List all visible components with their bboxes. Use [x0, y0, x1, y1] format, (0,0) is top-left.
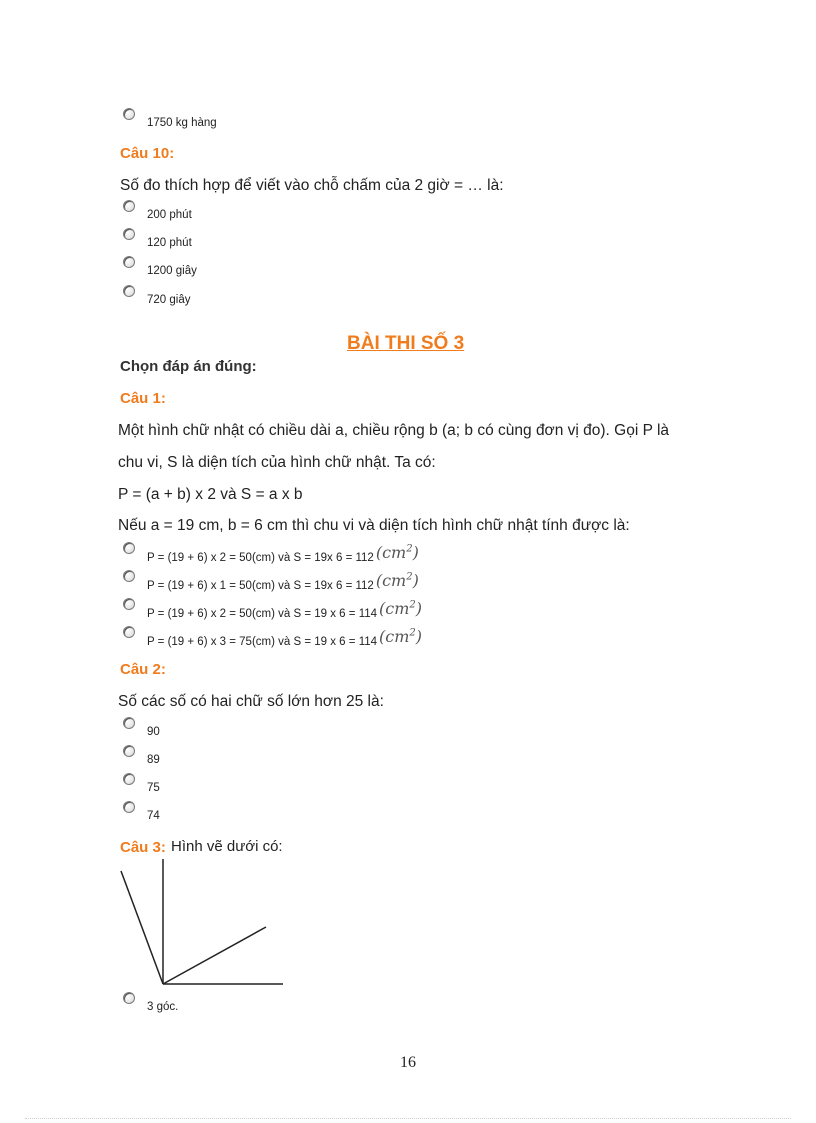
figure-ray-left	[121, 871, 163, 984]
angles-figure	[115, 855, 290, 995]
s3q2-option-1-label: 90	[147, 726, 160, 738]
cm2-unit: $(cm^2)$	[375, 543, 419, 562]
q10-option-2-radio[interactable]	[123, 228, 135, 240]
s3q1-line-4: Nếu a = 19 cm, b = 6 cm thì chu vi và diện tích hình chữ nhật tính được là:	[118, 517, 630, 534]
s3q2-option-3-radio[interactable]	[123, 773, 135, 785]
cm2-unit: $(cm^2)$	[379, 627, 423, 646]
page-number: 16	[400, 1054, 416, 1071]
s3q2-option-1-radio[interactable]	[123, 717, 135, 729]
q9-option-1-label: 1750 kg hàng	[147, 117, 217, 129]
s3q1-option-2-radio[interactable]	[123, 570, 135, 582]
q10-option-1-radio[interactable]	[123, 200, 135, 212]
s3q2-option-4-label: 74	[147, 810, 160, 822]
s3q3-label: Câu 3:	[120, 839, 166, 856]
figure-ray-diagonal	[163, 927, 266, 984]
q10-label: Câu 10:	[120, 145, 175, 162]
s3q1-line-3: P = (a + b) x 2 và S = a x b	[118, 486, 303, 503]
s3q1-label: Câu 1:	[120, 390, 166, 407]
section-instruction: Chọn đáp án đúng:	[120, 358, 257, 375]
s3q1-option-4-radio[interactable]	[123, 626, 135, 638]
s3q1-line-2: chu vi, S là diện tích của hình chữ nhật. Ta có:	[118, 454, 436, 471]
s3q1-option-1-text: P = (19 + 6) x 2 = 50(cm) và S = 19x 6 = 112	[147, 552, 374, 564]
s3q1-option-3-text: P = (19 + 6) x 2 = 50(cm) và S = 19 x 6 = 114	[147, 608, 378, 620]
cm2-unit: $(cm^2)$	[375, 571, 419, 590]
q10-option-1-label: 200 phút	[147, 209, 192, 221]
q10-option-4-label: 720 giây	[147, 294, 191, 306]
s3q1-option-2-label	[147, 571, 419, 593]
s3q3-option-1-radio[interactable]	[123, 992, 135, 1004]
s3q1-option-3-radio[interactable]	[123, 598, 135, 610]
s3q3-question: Hình vẽ dưới có:	[171, 838, 283, 855]
s3q2-option-3-label: 75	[147, 782, 160, 794]
s3q3-option-1-label: 3 góc.	[147, 1001, 179, 1013]
s3q1-option-3-label	[147, 599, 423, 621]
q10-option-4-radio[interactable]	[123, 285, 135, 297]
q10-question: Số đo thích hợp để viết vào chỗ chấm của 2 giờ = … là:	[120, 177, 504, 194]
footer-divider	[25, 1118, 791, 1119]
q10-option-2-label: 120 phút	[147, 237, 192, 249]
s3q2-option-4-radio[interactable]	[123, 801, 135, 813]
s3q1-option-1-label	[147, 543, 419, 565]
s3q1-option-2-text: P = (19 + 6) x 1 = 50(cm) và S = 19x 6 = 112	[147, 580, 374, 592]
section-title: BÀI THI SỐ 3	[347, 333, 465, 354]
s3q2-label: Câu 2:	[120, 661, 166, 678]
cm2-unit: $(cm^2)$	[379, 599, 423, 618]
q10-option-3-label: 1200 giây	[147, 265, 197, 277]
s3q2-option-2-label: 89	[147, 754, 160, 766]
s3q1-line-1: Một hình chữ nhật có chiều dài a, chiều rộng b (a; b có cùng đơn vị đo). Gọi P là	[118, 422, 670, 439]
s3q2-question: Số các số có hai chữ số lớn hơn 25 là:	[118, 693, 384, 710]
s3q1-option-1-radio[interactable]	[123, 542, 135, 554]
q10-option-3-radio[interactable]	[123, 256, 135, 268]
q9-option-1-radio[interactable]	[123, 108, 135, 120]
s3q1-option-4-text: P = (19 + 6) x 3 = 75(cm) và S = 19 x 6 = 114	[147, 636, 378, 648]
s3q1-option-4-label	[147, 627, 423, 649]
s3q2-option-2-radio[interactable]	[123, 745, 135, 757]
